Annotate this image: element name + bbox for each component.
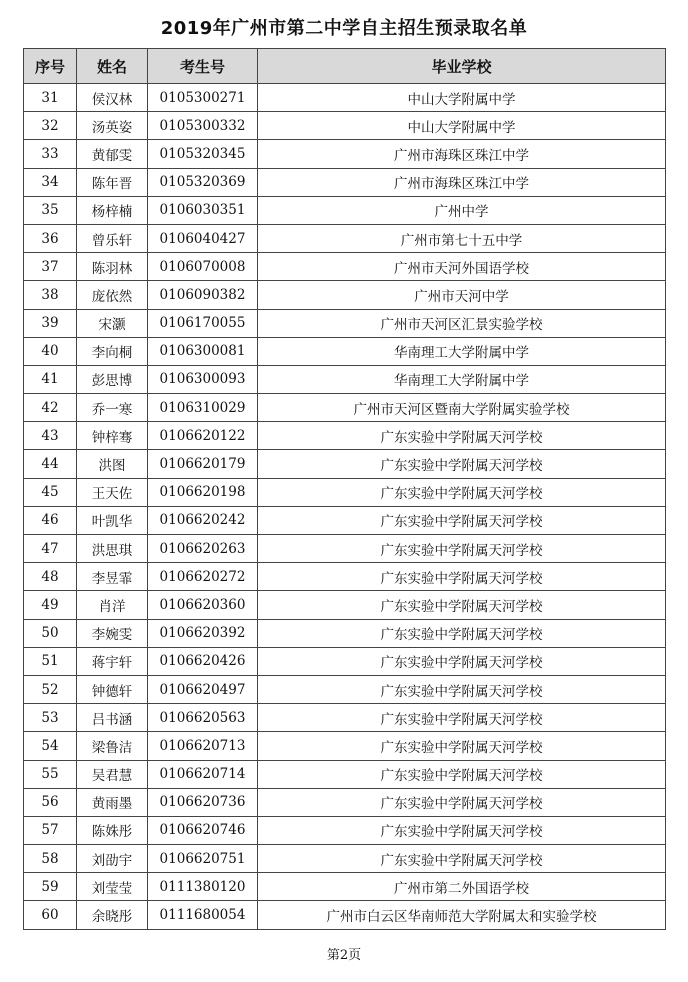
cell-graduation-school: 广东实验中学附属天河学校	[258, 422, 666, 450]
header-exam-number: 考生号	[148, 49, 258, 84]
table-row	[24, 591, 666, 619]
cell-graduation-school: 广东实验中学附属天河学校	[258, 535, 666, 563]
cell-serial-number: 52	[24, 675, 77, 703]
table-row	[24, 253, 666, 281]
table-row	[24, 647, 666, 675]
cell-graduation-school: 广东实验中学附属天河学校	[258, 450, 666, 478]
cell-exam-number: 0106620263	[148, 535, 258, 563]
cell-exam-number: 0105320369	[148, 168, 258, 196]
cell-serial-number: 31	[24, 84, 77, 112]
cell-graduation-school: 华南理工大学附属中学	[258, 337, 666, 365]
cell-graduation-school: 广州市天河区暨南大学附属实验学校	[258, 394, 666, 422]
header-graduation-school: 毕业学校	[258, 49, 666, 84]
cell-exam-number: 0106620122	[148, 422, 258, 450]
cell-name: 乔一寒	[77, 394, 148, 422]
cell-serial-number: 42	[24, 394, 77, 422]
cell-graduation-school: 华南理工大学附属中学	[258, 365, 666, 393]
cell-graduation-school: 广州市天河区汇景实验学校	[258, 309, 666, 337]
cell-graduation-school: 广州市第二外国语学校	[258, 873, 666, 901]
cell-serial-number: 60	[24, 901, 77, 929]
table-row	[24, 365, 666, 393]
table-row	[24, 845, 666, 873]
cell-serial-number: 36	[24, 224, 77, 252]
cell-name: 曾乐轩	[77, 224, 148, 252]
cell-serial-number: 39	[24, 309, 77, 337]
table-row	[24, 168, 666, 196]
cell-exam-number: 0106090382	[148, 281, 258, 309]
cell-serial-number: 46	[24, 506, 77, 534]
cell-graduation-school: 中山大学附属中学	[258, 112, 666, 140]
cell-name: 洪思琪	[77, 535, 148, 563]
cell-graduation-school: 广东实验中学附属天河学校	[258, 619, 666, 647]
cell-graduation-school: 中山大学附属中学	[258, 84, 666, 112]
cell-exam-number: 0105300271	[148, 84, 258, 112]
cell-graduation-school: 广州市天河外国语学校	[258, 253, 666, 281]
admission-table	[23, 48, 666, 930]
cell-serial-number: 57	[24, 816, 77, 844]
table-row	[24, 816, 666, 844]
cell-exam-number: 0106300081	[148, 337, 258, 365]
table-row	[24, 478, 666, 506]
cell-exam-number: 0106070008	[148, 253, 258, 281]
cell-serial-number: 35	[24, 196, 77, 224]
cell-graduation-school: 广东实验中学附属天河学校	[258, 732, 666, 760]
cell-serial-number: 37	[24, 253, 77, 281]
cell-name: 陈年晋	[77, 168, 148, 196]
cell-graduation-school: 广州市海珠区珠江中学	[258, 140, 666, 168]
table-row	[24, 422, 666, 450]
cell-serial-number: 59	[24, 873, 77, 901]
cell-graduation-school: 广东实验中学附属天河学校	[258, 845, 666, 873]
cell-exam-number: 0106620272	[148, 563, 258, 591]
header-name: 姓名	[77, 49, 148, 84]
cell-serial-number: 43	[24, 422, 77, 450]
table-row	[24, 506, 666, 534]
cell-graduation-school: 广东实验中学附属天河学校	[258, 760, 666, 788]
cell-name: 侯汉林	[77, 84, 148, 112]
cell-exam-number: 0106620497	[148, 675, 258, 703]
cell-exam-number: 0105300332	[148, 112, 258, 140]
cell-exam-number: 0106620736	[148, 788, 258, 816]
table-row	[24, 450, 666, 478]
cell-name: 肖洋	[77, 591, 148, 619]
cell-name: 钟梓骞	[77, 422, 148, 450]
table-body	[24, 84, 666, 930]
cell-exam-number: 0106310029	[148, 394, 258, 422]
cell-serial-number: 53	[24, 704, 77, 732]
cell-exam-number: 0111380120	[148, 873, 258, 901]
cell-exam-number: 0106040427	[148, 224, 258, 252]
cell-name: 李向桐	[77, 337, 148, 365]
cell-graduation-school: 广州市第七十五中学	[258, 224, 666, 252]
cell-exam-number: 0106620392	[148, 619, 258, 647]
cell-exam-number: 0106620751	[148, 845, 258, 873]
cell-exam-number: 0106620714	[148, 760, 258, 788]
cell-name: 汤英姿	[77, 112, 148, 140]
cell-graduation-school: 广东实验中学附属天河学校	[258, 478, 666, 506]
cell-graduation-school: 广州市天河中学	[258, 281, 666, 309]
cell-name: 庞依然	[77, 281, 148, 309]
cell-graduation-school: 广东实验中学附属天河学校	[258, 816, 666, 844]
cell-name: 杨梓楠	[77, 196, 148, 224]
cell-serial-number: 54	[24, 732, 77, 760]
cell-graduation-school: 广东实验中学附属天河学校	[258, 591, 666, 619]
cell-serial-number: 44	[24, 450, 77, 478]
table-row	[24, 140, 666, 168]
cell-serial-number: 49	[24, 591, 77, 619]
cell-serial-number: 40	[24, 337, 77, 365]
cell-exam-number: 0106300093	[148, 365, 258, 393]
table-row	[24, 873, 666, 901]
table-row	[24, 675, 666, 703]
page-number: 第2页	[326, 948, 362, 963]
cell-serial-number: 38	[24, 281, 77, 309]
cell-serial-number: 33	[24, 140, 77, 168]
cell-name: 王天佐	[77, 478, 148, 506]
cell-serial-number: 34	[24, 168, 77, 196]
cell-name: 余晓彤	[77, 901, 148, 929]
cell-name: 梁鲁洁	[77, 732, 148, 760]
cell-name: 宋灏	[77, 309, 148, 337]
cell-serial-number: 58	[24, 845, 77, 873]
cell-name: 彭思博	[77, 365, 148, 393]
table-row	[24, 732, 666, 760]
cell-graduation-school: 广州中学	[258, 196, 666, 224]
cell-name: 吕书涵	[77, 704, 148, 732]
cell-exam-number: 0106620746	[148, 816, 258, 844]
table-row	[24, 619, 666, 647]
cell-exam-number: 0106620198	[148, 478, 258, 506]
cell-name: 钟德轩	[77, 675, 148, 703]
cell-serial-number: 48	[24, 563, 77, 591]
cell-serial-number: 45	[24, 478, 77, 506]
cell-serial-number: 41	[24, 365, 77, 393]
cell-exam-number: 0106620563	[148, 704, 258, 732]
cell-name: 刘莹莹	[77, 873, 148, 901]
cell-name: 黄雨墨	[77, 788, 148, 816]
cell-serial-number: 56	[24, 788, 77, 816]
cell-graduation-school: 广东实验中学附属天河学校	[258, 647, 666, 675]
table-row	[24, 704, 666, 732]
cell-graduation-school: 广东实验中学附属天河学校	[258, 788, 666, 816]
table-header-row	[24, 49, 666, 84]
cell-graduation-school: 广州市海珠区珠江中学	[258, 168, 666, 196]
cell-serial-number: 51	[24, 647, 77, 675]
table-row	[24, 281, 666, 309]
cell-graduation-school: 广东实验中学附属天河学校	[258, 704, 666, 732]
cell-graduation-school: 广东实验中学附属天河学校	[258, 506, 666, 534]
page-title: 2019年广州市第二中学自主招生预录取名单	[160, 18, 528, 39]
table-row	[24, 112, 666, 140]
cell-graduation-school: 广州市白云区华南师范大学附属太和实验学校	[258, 901, 666, 929]
cell-name: 陈姝彤	[77, 816, 148, 844]
cell-name: 洪图	[77, 450, 148, 478]
cell-name: 陈羽林	[77, 253, 148, 281]
table-row	[24, 788, 666, 816]
cell-exam-number: 0106170055	[148, 309, 258, 337]
cell-exam-number: 0106620713	[148, 732, 258, 760]
cell-serial-number: 50	[24, 619, 77, 647]
cell-name: 叶凯华	[77, 506, 148, 534]
cell-graduation-school: 广东实验中学附属天河学校	[258, 675, 666, 703]
table-row	[24, 901, 666, 929]
cell-exam-number: 0111680054	[148, 901, 258, 929]
cell-serial-number: 47	[24, 535, 77, 563]
cell-exam-number: 0106620426	[148, 647, 258, 675]
cell-exam-number: 0106030351	[148, 196, 258, 224]
cell-serial-number: 32	[24, 112, 77, 140]
table-row	[24, 760, 666, 788]
cell-exam-number: 0106620360	[148, 591, 258, 619]
cell-name: 李婉雯	[77, 619, 148, 647]
table-row	[24, 563, 666, 591]
table-row	[24, 84, 666, 112]
table-row	[24, 535, 666, 563]
cell-graduation-school: 广东实验中学附属天河学校	[258, 563, 666, 591]
table-row	[24, 337, 666, 365]
cell-name: 李昱霏	[77, 563, 148, 591]
table-row	[24, 224, 666, 252]
table-row	[24, 196, 666, 224]
cell-exam-number: 0105320345	[148, 140, 258, 168]
table-row	[24, 394, 666, 422]
cell-exam-number: 0106620242	[148, 506, 258, 534]
cell-name: 蒋宇轩	[77, 647, 148, 675]
cell-name: 吴君慧	[77, 760, 148, 788]
cell-name: 黄郁雯	[77, 140, 148, 168]
cell-exam-number: 0106620179	[148, 450, 258, 478]
cell-serial-number: 55	[24, 760, 77, 788]
header-serial-number: 序号	[24, 49, 77, 84]
cell-name: 刘劭宇	[77, 845, 148, 873]
table-row	[24, 309, 666, 337]
